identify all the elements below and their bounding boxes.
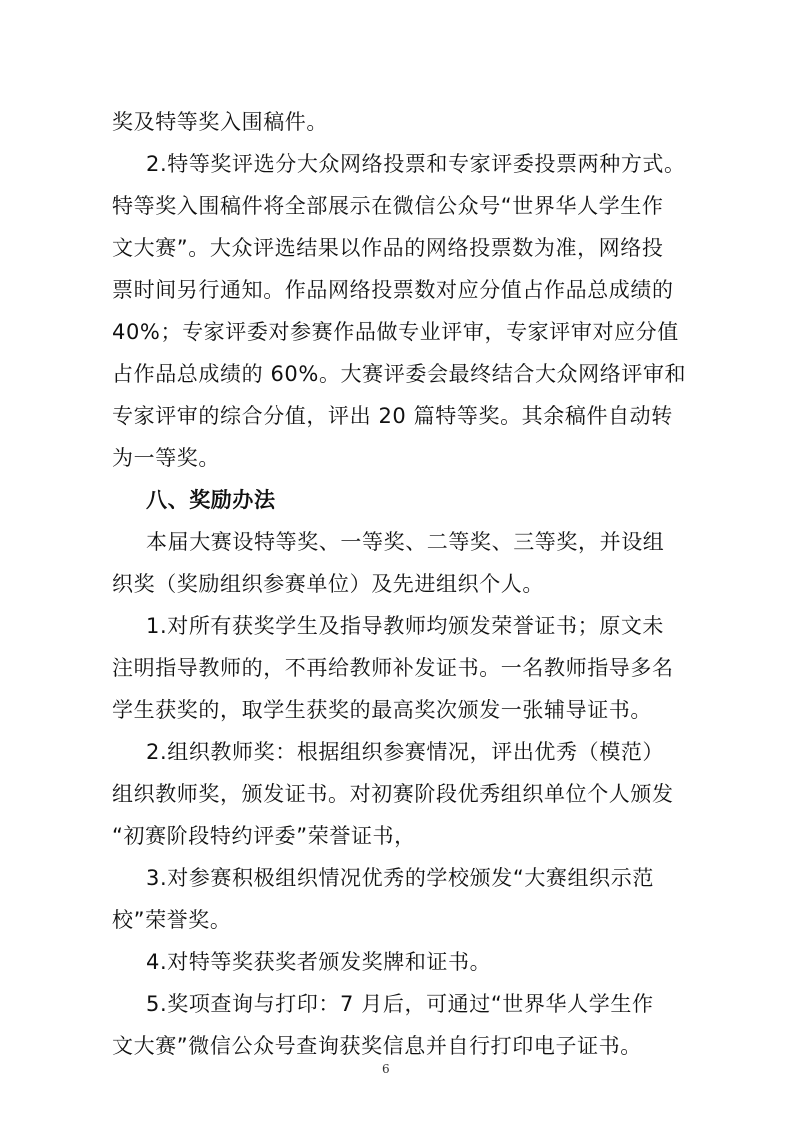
text-line: 注明指导教师的，不再给教师补发证书。一名教师指导多名	[112, 656, 674, 680]
text-line: 票时间另行通知。作品网络投票数对应分值占作品总成绩的	[112, 278, 674, 302]
paragraph-first-line: 3.对参赛积极组织情况优秀的学校颁发“大赛组织示范	[146, 866, 654, 890]
section-heading: 八、奖励办法	[146, 488, 276, 512]
paragraph-first-line: 2.特等奖评选分大众网络投票和专家评委投票两种方式。	[146, 152, 686, 176]
paragraph-first-line: 本届大赛设特等奖、一等奖、二等奖、三等奖，并设组	[146, 530, 665, 554]
text-line: 40%；专家评委对参赛作品做专业评审，专家评审对应分值	[112, 320, 679, 344]
text-line: 为一等奖。	[112, 446, 220, 470]
page-number: 6	[382, 1062, 391, 1076]
text-line: 文大赛”微信公众号查询获奖信息并自行打印电子证书。	[112, 1034, 642, 1058]
paragraph-first-line: 4.对特等奖获奖者颁发奖牌和证书。	[146, 950, 492, 974]
text-line: 奖及特等奖入围稿件。	[112, 110, 328, 134]
paragraph-first-line: 5.奖项查询与打印：7 月后，可通过“世界华人学生作	[146, 992, 654, 1016]
text-line: 专家评审的综合分值，评出 20 篇特等奖。其余稿件自动转	[112, 404, 673, 428]
text-line: 特等奖入围稿件将全部展示在微信公众号“世界华人学生作	[112, 194, 664, 218]
text-line: 文大赛”。大众评选结果以作品的网络投票数为准，网络投	[112, 236, 664, 260]
text-line: 学生获奖的，取学生获奖的最高奖次颁发一张辅导证书。	[112, 698, 652, 722]
text-line: “初赛阶段特约评委”荣誉证书，	[112, 824, 416, 848]
text-line: 占作品总成绩的 60%。大赛评委会最终结合大众网络评审和	[112, 362, 687, 386]
text-line: 织奖（奖励组织参赛单位）及先进组织个人。	[112, 572, 544, 596]
text-line: 校”荣誉奖。	[112, 908, 232, 932]
paragraph-first-line: 2.组织教师奖：根据组织参赛情况，评出优秀（模范）	[146, 740, 665, 764]
text-line: 组织教师奖，颁发证书。对初赛阶段优秀组织单位个人颁发	[112, 782, 674, 806]
paragraph-first-line: 1.对所有获奖学生及指导教师均颁发荣誉证书；原文未	[146, 614, 665, 638]
